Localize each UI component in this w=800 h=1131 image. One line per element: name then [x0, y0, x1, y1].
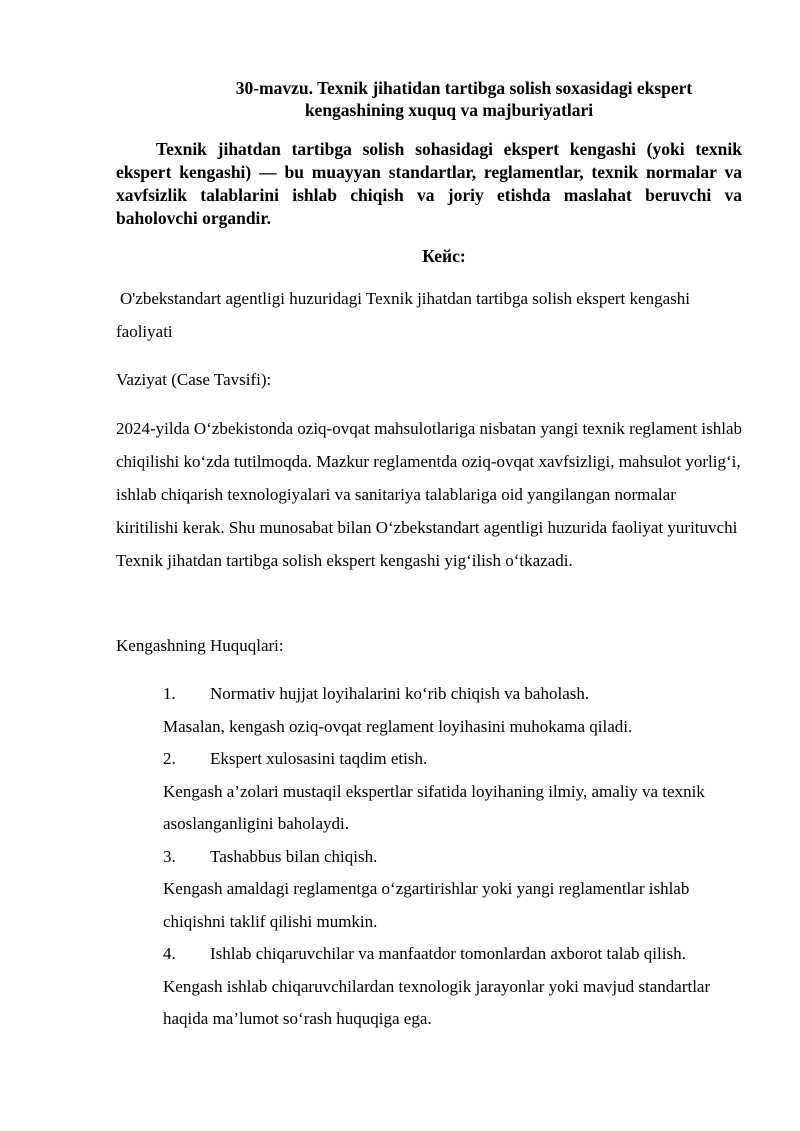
right-item-number: 4.: [163, 944, 176, 963]
right-item-title: Ekspert xulosasini taqdim etish.: [210, 749, 428, 768]
list-item: [116, 841, 756, 939]
case-heading: Кейс:: [422, 246, 466, 266]
right-item-title: Ishlab chiqaruvchilar va manfaatdor tomonlardan axborot talab qilish.: [210, 944, 686, 963]
right-item-heading: [116, 743, 756, 776]
right-item-heading: [116, 841, 756, 874]
right-item-number: 2.: [163, 749, 176, 768]
right-item-number: 3.: [163, 846, 176, 866]
document-title: [116, 77, 742, 121]
list-item: [116, 743, 756, 841]
right-item-description: Kengash ishlab chiqaruvchilardan texnologik jarayonlar yoki mavjud standartlar haqida ma’lumot so‘rash huquqiga ega.: [163, 976, 711, 1028]
case-title: O'zbekstandart agentligi huzuridagi Texnik jihatdan tartibga solish ekspert kengashi faoliyati: [116, 289, 690, 341]
title-line-1: 30-mavzu. Texnik jihatidan tartibga solish soxasidagi ekspert: [235, 78, 693, 98]
rights-list: [116, 678, 756, 1036]
right-item-description: Kengash a’zolari mustaqil ekspertlar sifatida loyihaning ilmiy, amaliy va texnik asoslanganligini baholaydi.: [163, 781, 705, 833]
title-line-2: kengashining xuquq va majburiyatlari: [304, 100, 594, 120]
right-item-title: Tashabbus bilan chiqish.: [210, 846, 378, 866]
right-item-description: Masalan, kengash oziq-ovqat reglament loyihasini muhokama qiladi.: [163, 716, 633, 736]
rights-heading: Kengashning Huquqlari:: [116, 636, 284, 655]
list-item: [116, 678, 756, 743]
intro-paragraph: Texnik jihatdan tartibga solish sohasidagi ekspert kengashi (yoki texnik ekspert kengashi) — bu muayyan standartlar, reglamentlar, texnik normalar va xavfsizlik talablarini ishlab chiqish va joriy etishda maslahat beruvchi va baholovchi organdir.: [116, 139, 742, 228]
right-item-description: Kengash amaldagi reglamentga o‘zgartirishlar yoki yangi reglamentlar ishlab chiqishni taklif qilishi mumkin.: [163, 879, 690, 931]
situation-label: Vaziyat (Case Tavsifi):: [116, 370, 272, 389]
right-item-number: 1.: [163, 684, 176, 703]
right-item-heading: [116, 938, 756, 971]
situation-paragraph: 2024-yilda O‘zbekistonda oziq-ovqat mahsulotlariga nisbatan yangi texnik reglament ishlab chiqilishi ko‘zda tutilmoqda. Mazkur reglamentda oziq-ovqat xavfsizligi, mahsulot yorlig‘i, ishlab chiqarish texnologiyalari va sanitariya talablariga oid yangilangan normalar kiritilishi kerak. Shu munosabat bilan O‘zbekstandart agentligi huzurida faoliyat yurituvchi Texnik jihatdan tartibga solish ekspert kengashi yig‘ilish o‘tkazadi.: [116, 419, 743, 570]
right-item-heading: [116, 678, 756, 711]
right-item-title: Normativ hujjat loyihalarini ko‘rib chiqish va baholash.: [210, 684, 590, 703]
list-item: [116, 938, 756, 1036]
